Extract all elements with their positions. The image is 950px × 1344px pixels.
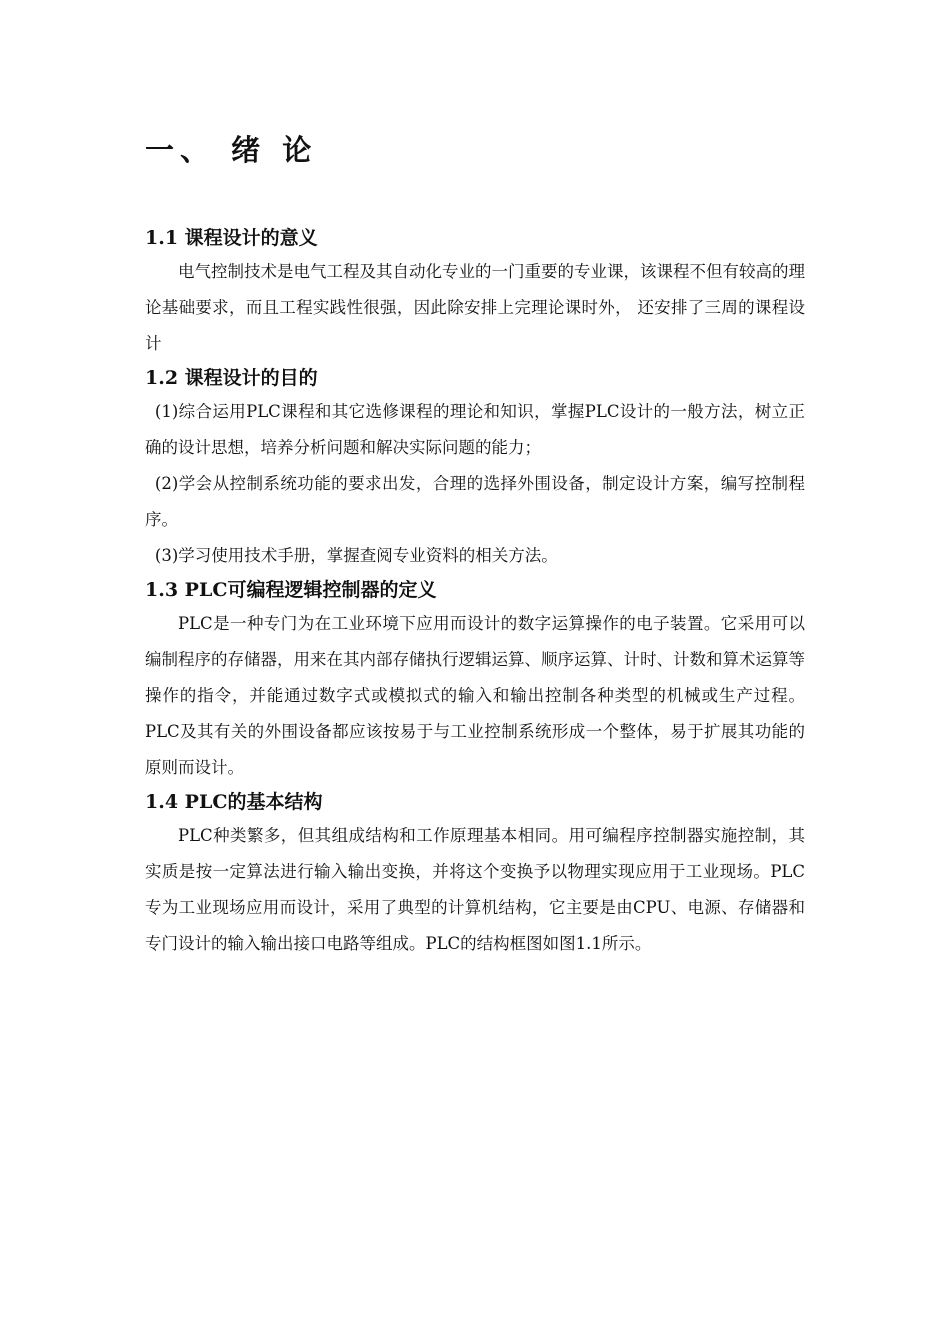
paragraph: 电气控制技术是电气工程及其自动化专业的一门重要的专业课，该课程不但有较高的理论基础要求，而且工程实践性很强，因此除安排上完理论课时外， 还安排了三周的课程设计 (145, 262, 805, 353)
section-heading: 1.3 PLC可编程逻辑控制器的定义 (145, 579, 437, 601)
document-body (145, 222, 805, 962)
section-heading: 1.4 PLC的基本结构 (145, 791, 323, 813)
section-1-4 (145, 786, 805, 962)
section-1-2 (145, 362, 805, 574)
paragraph: PLC种类繁多，但其组成结构和工作原理基本相同。用可编程序控制器实施控制，其实质是按一定算法进行输入输出变换，并将这个变换予以物理实现应用于工业现场。PLC专为工业现场应用而设计，采用了典型的计算机结构，它主要是由CPU、电源、存储器和专门设计的输入输出接口电路等组成。PLC的结构框图如图1.1所示。 (145, 826, 805, 953)
list-item: (2)学会从控制系统功能的要求出发，合理的选择外围设备，制定设计方案，编写控制程序。 (145, 474, 805, 529)
section-1-3 (145, 574, 805, 786)
paragraph: PLC是一种专门为在工业环境下应用而设计的数字运算操作的电子装置。它采用可以编制程序的存储器，用来在其内部存储执行逻辑运算、顺序运算、计时、计数和算术运算等操作的指令，并能通过数字式或模拟式的输入和输出控制各种类型的机械或生产过程。PLC及其有关的外围设备都应该按易于与工业控制系统形成一个整体，易于扩展其功能的原则而设计。 (145, 614, 805, 777)
section-1-1 (145, 222, 805, 362)
section-heading: 1.1 课程设计的意义 (145, 227, 318, 249)
list-item: (1)综合运用PLC课程和其它选修课程的理论和知识，掌握PLC设计的一般方法，树立正确的设计思想，培养分析问题和解决实际问题的能力； (145, 402, 805, 457)
list-item: (3)学习使用技术手册，掌握查阅专业资料的相关方法。 (154, 546, 558, 565)
chapter-title: 一、 绪 论 (145, 133, 318, 167)
section-heading: 1.2 课程设计的目的 (145, 367, 318, 389)
